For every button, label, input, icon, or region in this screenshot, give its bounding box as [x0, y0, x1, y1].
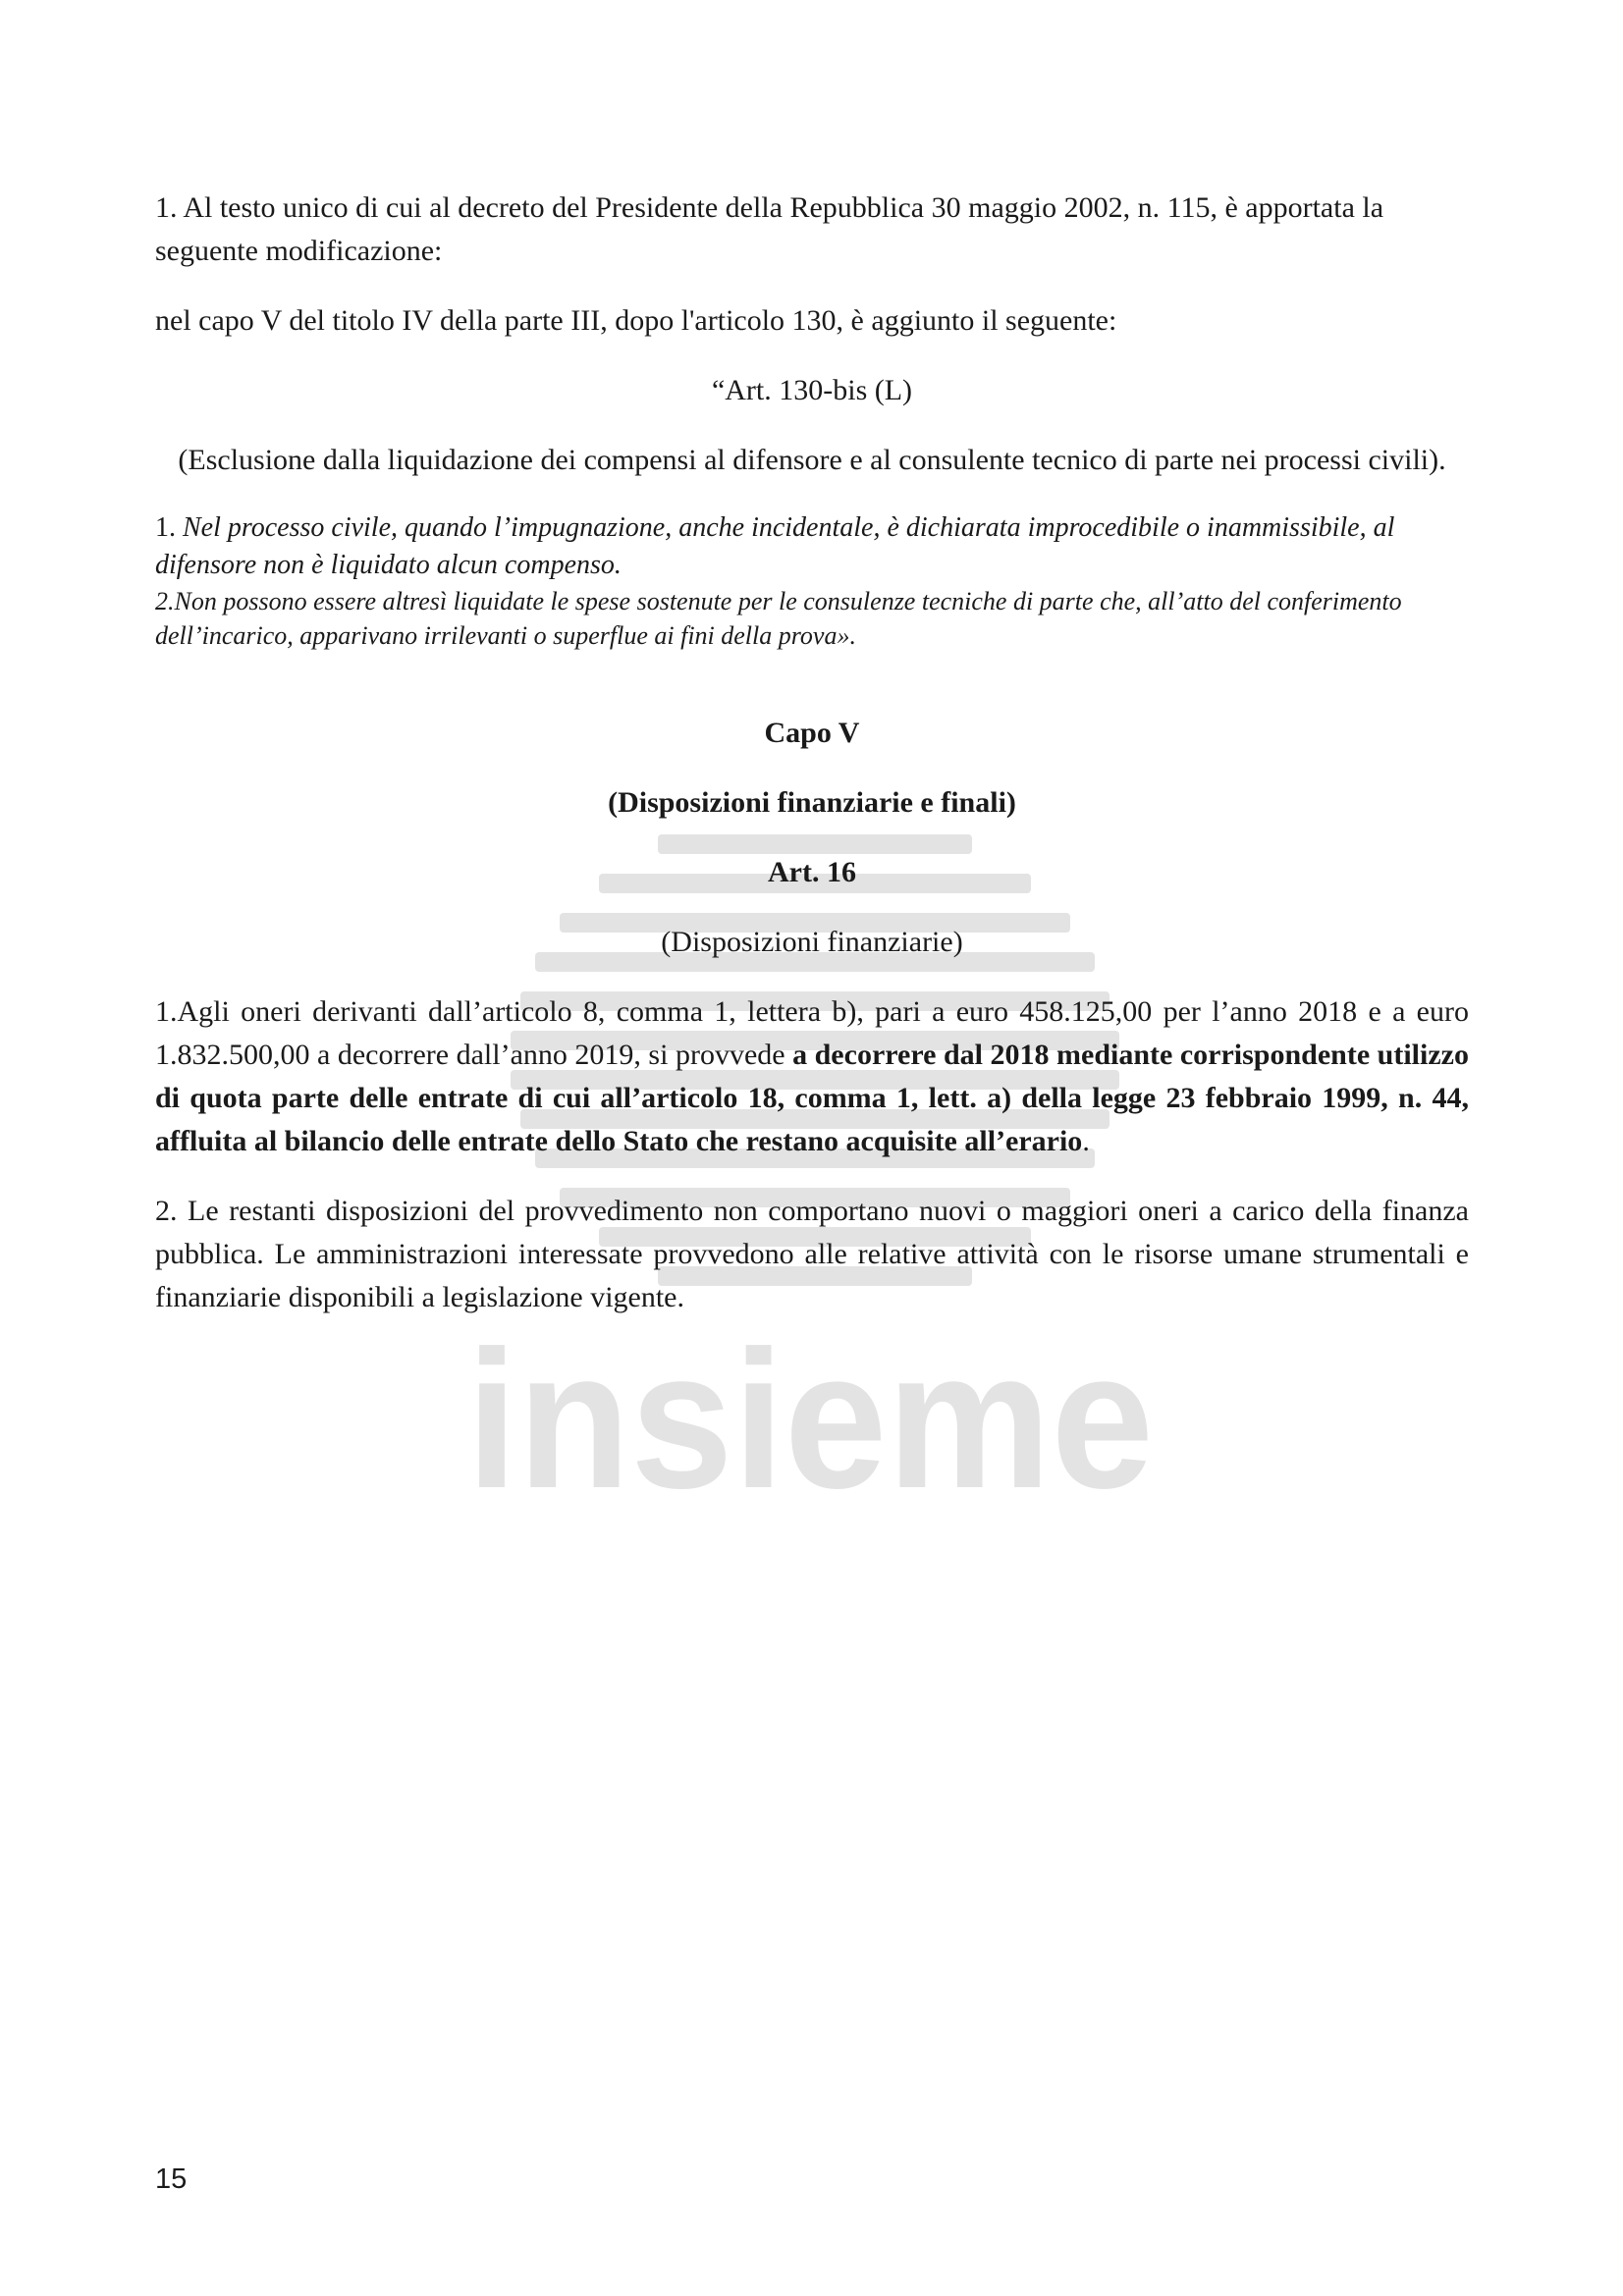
- document-body: [155, 187, 1469, 1319]
- article-16-comma-2: 2. Le restanti disposizioni del provvedimento non comportano nuovi o maggiori oneri a carico della finanza pubblica. Le amministrazioni interessate provvedono alle relative attività con le risorse umane strumentali e finanziarie disponibili a legislazione vigente.: [155, 1195, 1469, 1313]
- watermark-text: insieme: [466, 1310, 1154, 1529]
- comma-1-end: .: [1082, 1125, 1090, 1157]
- new-article-title: “Art. 130-bis (L): [711, 374, 913, 406]
- intro-paragraph-2: nel capo V del titolo IV della parte III, dopo l'articolo 130, è aggiunto il seguente:: [155, 304, 1117, 337]
- article-16-subtitle: (Disposizioni finanziarie): [661, 926, 963, 958]
- chapter-title: Capo V: [764, 717, 860, 749]
- new-article-comma-2: 2.Non possono essere altresì liquidate le spese sostenute per le consulenze tecniche di parte che, all’atto del conferimento dell’incarico, apparivano irrilevanti o superflue ai fini della prova».: [155, 587, 1402, 650]
- comma-1-text: Nel processo civile, quando l’impugnazione, anche incidentale, è dichiarata improcedibile o inammissibile, al difensore non è liquidato alcun compenso.: [155, 512, 1395, 580]
- comma-1-bold: a decorrere dal 2018 mediante corrispondente utilizzo di quota parte delle entrate di cui all’articolo 18, comma 1, lett. a) della legge 23 febbraio 1999, n. 44, affluita al bilancio delle entrate dello Stato che restano acquisite all’erario: [155, 1039, 1469, 1157]
- new-article-subtitle: (Esclusione dalla liquidazione dei compensi al difensore e al consulente tecnico di parte nei processi civili).: [178, 444, 1446, 476]
- chapter-subtitle: (Disposizioni finanziarie e finali): [608, 786, 1016, 819]
- comma-1-number: 1.: [155, 512, 176, 543]
- article-16-comma-1: [155, 990, 1469, 1163]
- article-16-title: Art. 16: [768, 856, 856, 888]
- comma-1-plain: 1.Agli oneri derivanti dall’articolo 8, comma 1, lettera b), pari a euro 458.125,00 per l’anno 2018 e a euro 1.832.500,00 a decorrere dall’anno 2019, si provvede: [155, 995, 1469, 1071]
- intro-paragraph-1: 1. Al testo unico di cui al decreto del Presidente della Repubblica 30 maggio 2002, n. 115, è apportata la seguente modificazione:: [155, 191, 1384, 267]
- new-article-comma-1: [155, 509, 1469, 584]
- page-number: 15: [155, 2163, 188, 2195]
